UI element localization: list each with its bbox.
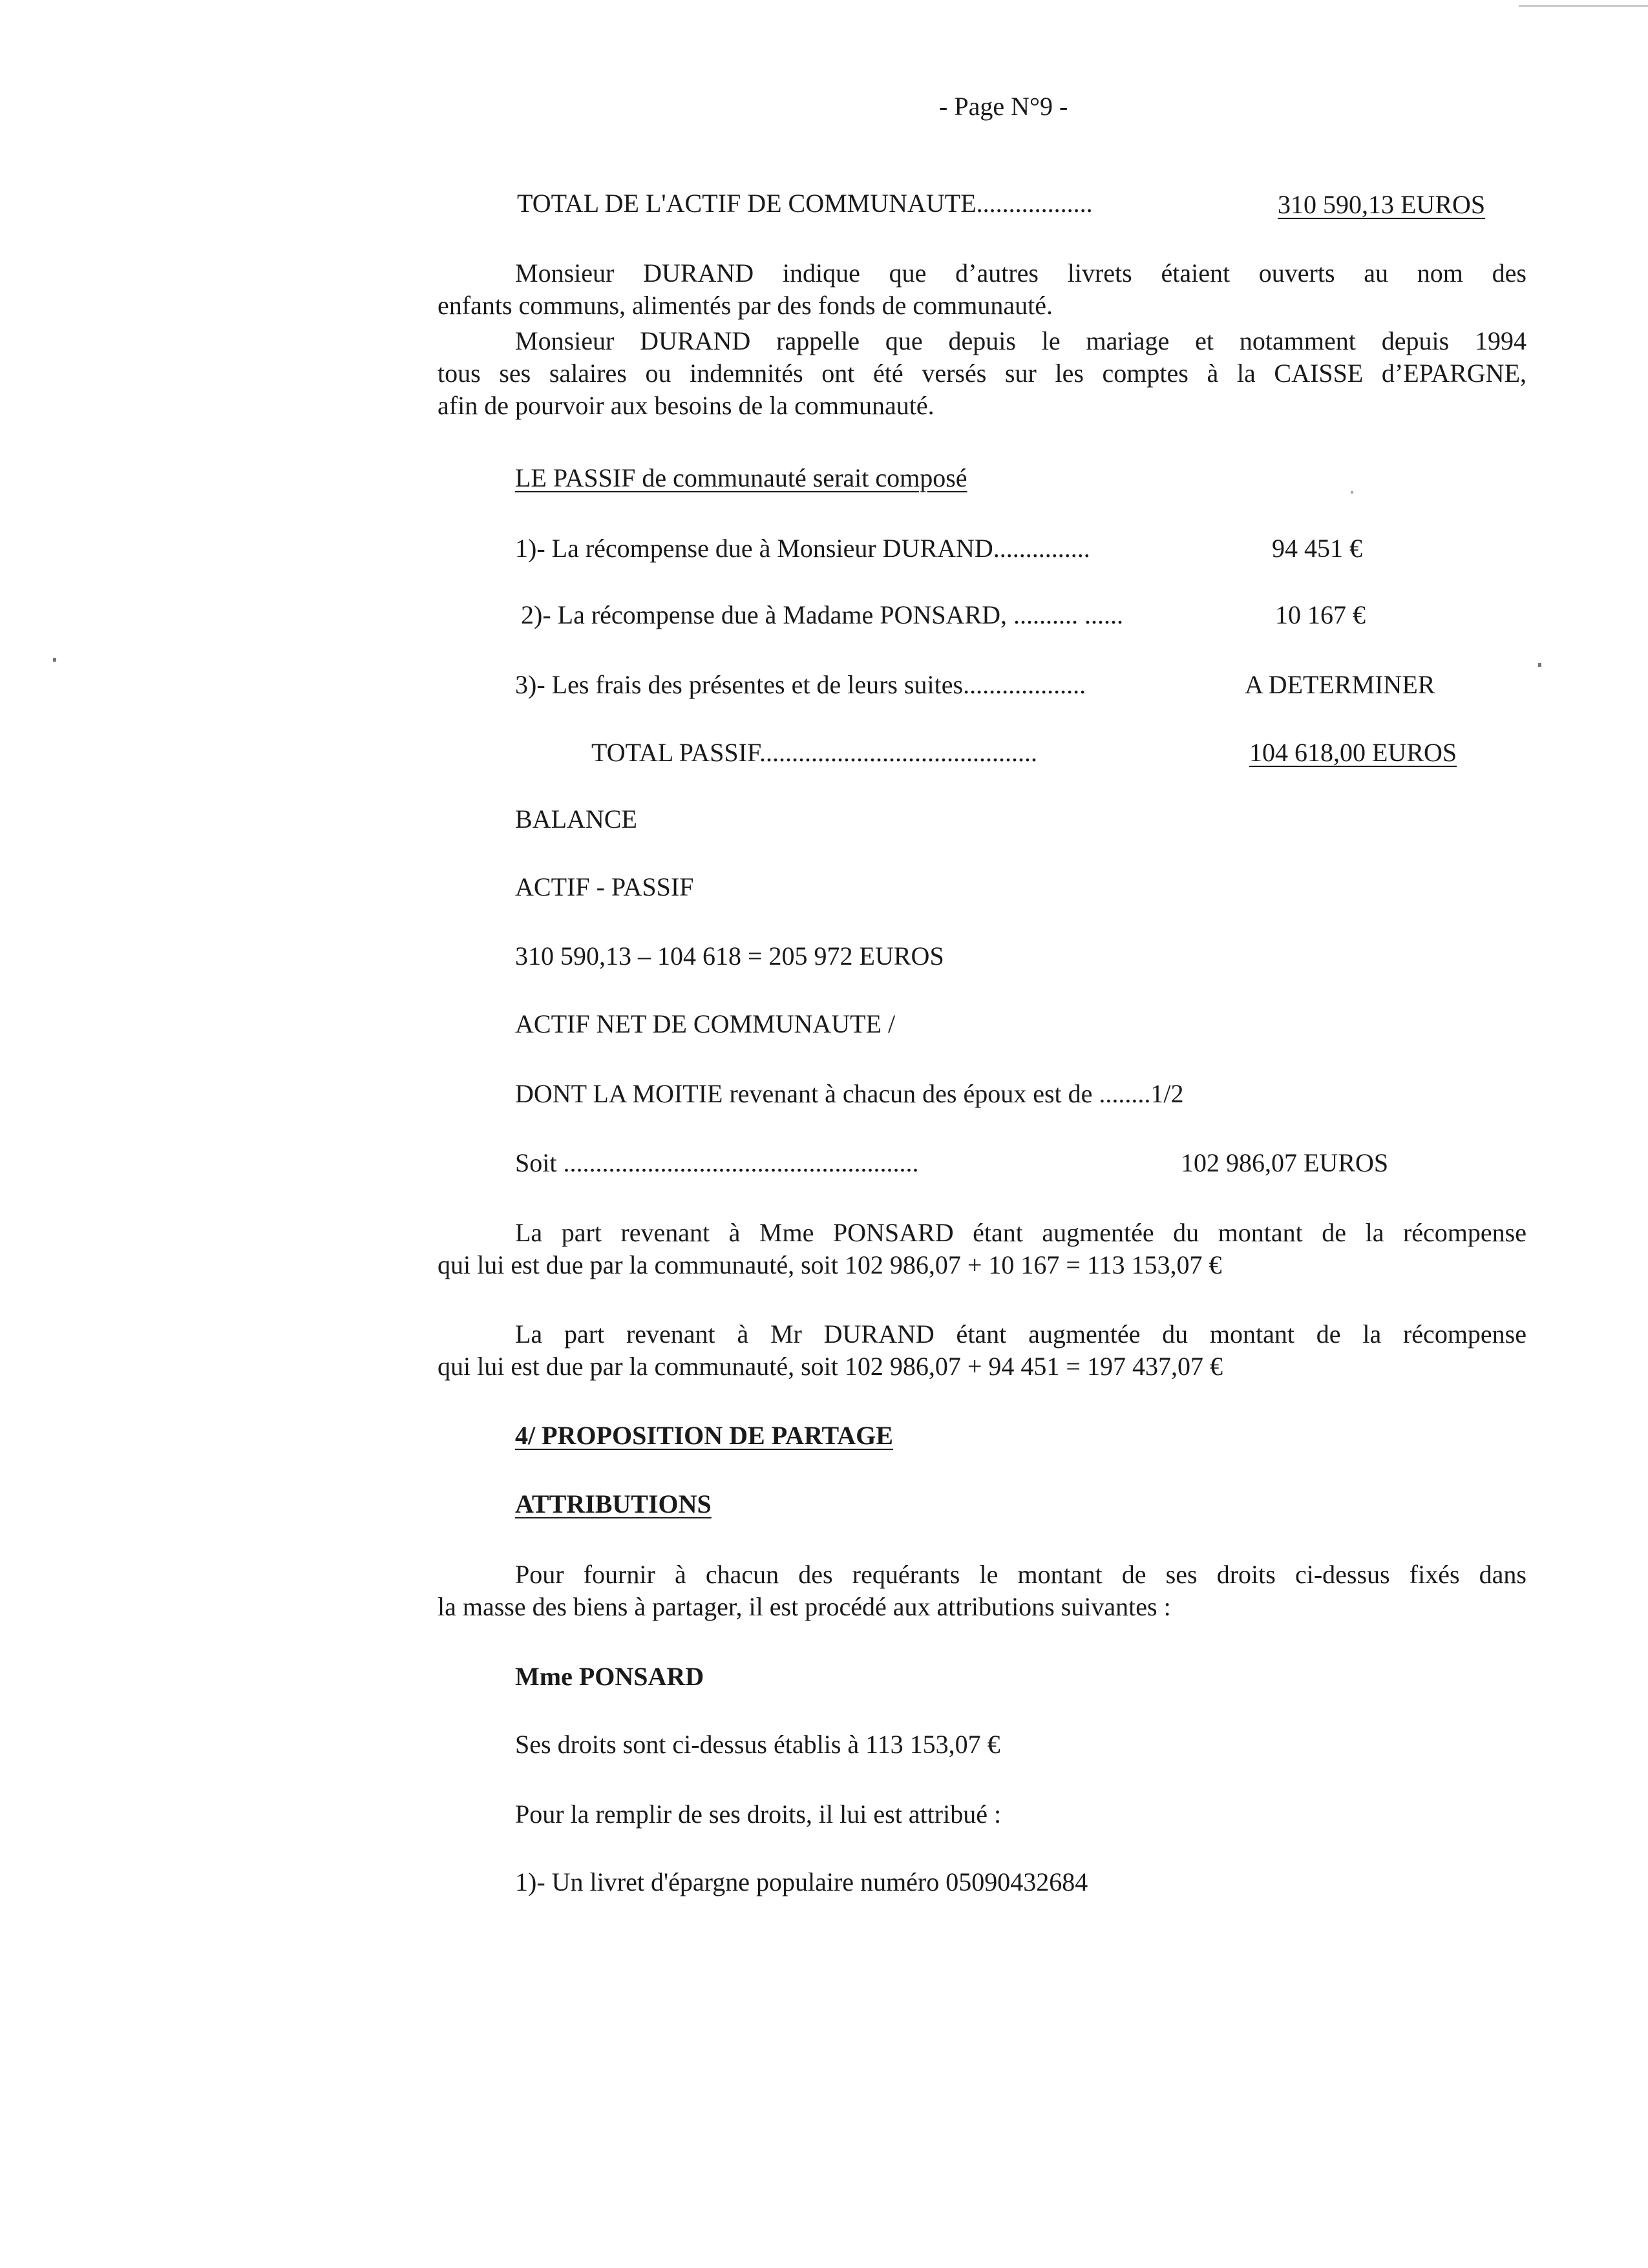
part-ponsard-line2: qui lui est due par la communauté, soit 102 986,07 + 10 167 = 113 153,07 € [438, 1250, 1222, 1279]
ponsard-remplir: Pour la remplir de ses droits, il lui est attribué : [515, 1800, 1002, 1829]
proposition-intro-line2: la masse des biens à partager, il est procédé aux attributions suivantes : [438, 1592, 1171, 1621]
scan-speck [1538, 663, 1541, 667]
ponsard-name: Mme PONSARD [515, 1662, 704, 1691]
paragraph-salaires-line1: Monsieur DURAND rappelle que depuis le mariage et notamment depuis 1994 [515, 326, 1527, 355]
paragraph-salaires-line3: afin de pourvoir aux besoins de la communauté. [438, 391, 935, 420]
page-number: - Page N°9 - [939, 92, 1068, 121]
balance-heading: BALANCE [515, 804, 637, 834]
soit-label: Soit ....................................................... [515, 1148, 919, 1177]
part-ponsard [438, 1217, 1527, 1281]
passif-total-label: TOTAL PASSIF........................................... [591, 738, 1037, 767]
moitie-line: DONT LA MOITIE revenant à chacun des époux est de ........1/2 [515, 1079, 1184, 1108]
paragraph-salaires-line2: tous ses salaires ou indemnités ont été versés sur les comptes à la CAISSE d’EPARGNE, [438, 359, 1527, 388]
proposition-intro-line1: Pour fournir à chacun des requérants le montant de ses droits ci-dessus fixés dans [515, 1560, 1527, 1589]
soit-value: 102 986,07 EUROS [1181, 1148, 1389, 1177]
passif-item-1-label: 1)- La récompense due à Monsieur DURAND............... [515, 534, 1090, 563]
actif-total-label: TOTAL DE L'ACTIF DE COMMUNAUTE.................. [517, 189, 1093, 218]
balance-subheading: ACTIF - PASSIF [515, 872, 694, 901]
ponsard-item-1: 1)- Un livret d'épargne populaire numéro 05090432684 [515, 1867, 1088, 1896]
part-durand-line2: qui lui est due par la communauté, soit 102 986,07 + 94 451 = 197 437,07 € [438, 1352, 1223, 1381]
attributions-heading: ATTRIBUTIONS [515, 1489, 712, 1518]
paragraph-livrets [438, 257, 1527, 322]
passif-total-value: 104 618,00 EUROS [1249, 738, 1457, 767]
ponsard-droits: Ses droits sont ci-dessus établis à 113 153,07 € [515, 1730, 1000, 1759]
paragraph-salaires [438, 325, 1527, 422]
part-durand [438, 1318, 1527, 1383]
passif-item-3-label: 3)- Les frais des présentes et de leurs suites................... [515, 670, 1086, 699]
paragraph-livrets-line2: enfants communs, alimentés par des fonds de communauté. [438, 291, 1053, 320]
proposition-heading: 4/ PROPOSITION DE PARTAGE [515, 1421, 893, 1450]
passif-item-2-value: 10 167 € [1275, 600, 1366, 629]
passif-item-3-value: A DETERMINER [1245, 670, 1435, 699]
actif-net: ACTIF NET DE COMMUNAUTE / [515, 1009, 896, 1038]
proposition-intro [438, 1559, 1527, 1623]
part-durand-line1: La part revenant à Mr DURAND étant augmentée du montant de la récompense [515, 1319, 1527, 1349]
balance-calculation: 310 590,13 – 104 618 = 205 972 EUROS [515, 941, 944, 971]
actif-total-value: 310 590,13 EUROS [1278, 190, 1486, 219]
passif-item-2-label: 2)- La récompense due à Madame PONSARD, .......... ...... [521, 600, 1124, 629]
scan-edge-mark [1519, 5, 1648, 7]
passif-item-1-value: 94 451 € [1272, 534, 1362, 563]
scan-speck [53, 658, 56, 662]
paragraph-livrets-line1: Monsieur DURAND indique que d’autres livrets étaient ouverts au nom des [515, 258, 1527, 288]
part-ponsard-line1: La part revenant à Mme PONSARD étant augmentée du montant de la récompense [515, 1218, 1527, 1247]
scan-speck [1351, 491, 1353, 494]
passif-heading: LE PASSIF de communauté serait composé [515, 463, 967, 492]
